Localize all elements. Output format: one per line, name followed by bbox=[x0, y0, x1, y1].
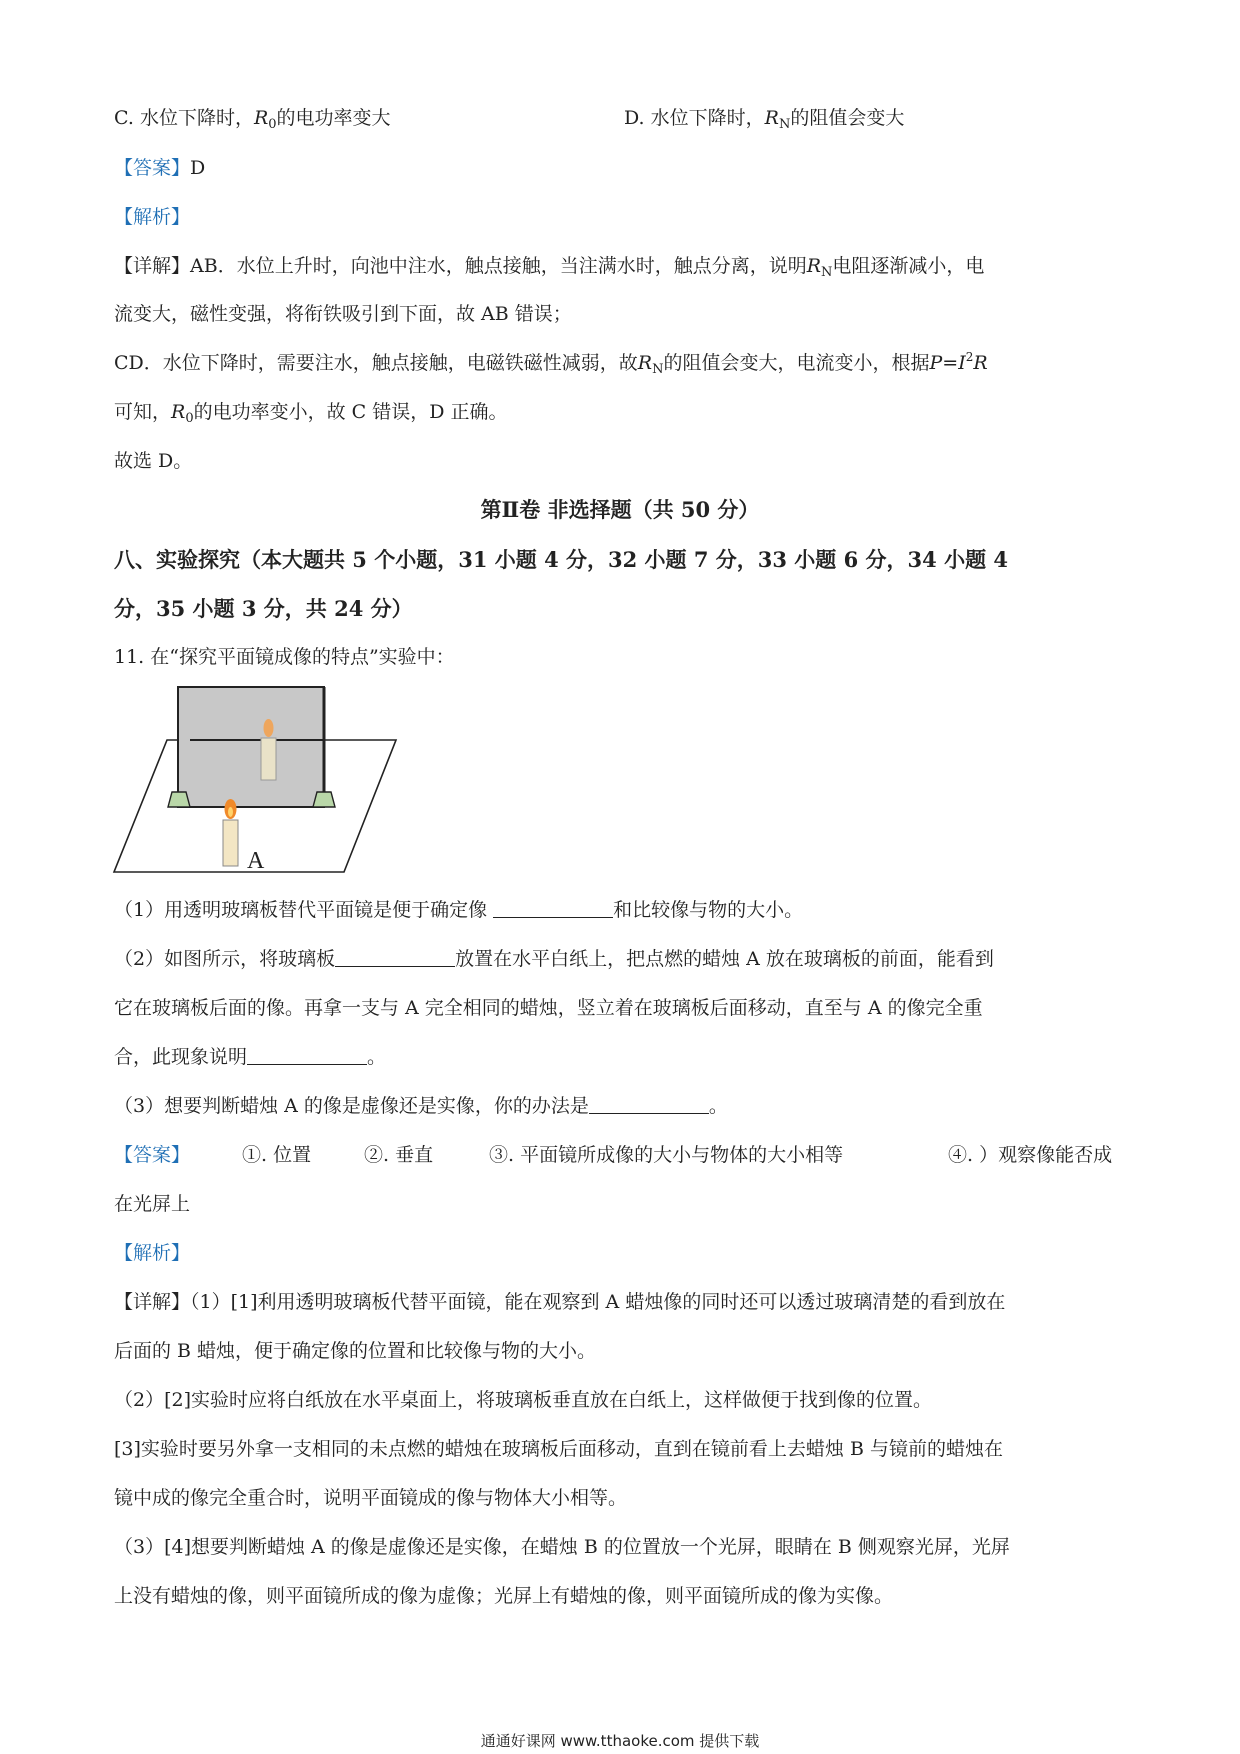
option-d: D. 水位下降时，$R_N$的阻值会变大 bbox=[624, 107, 905, 132]
section-heading-line2: 分，35 小题 3 分，共 24 分） bbox=[114, 596, 413, 621]
q11-part2-line2: 它在玻璃板后面的像。再拿一支与 A 完全相同的蜡烛，竖立着在玻璃板后面移动，直至与 A 的像完全重 bbox=[114, 997, 983, 1019]
section-heading-line1: 八、实验探究（本大题共 5 个小题，31 小题 4 分，32 小题 7 分，33 小题 6 分，34 小题 4 bbox=[114, 547, 1008, 572]
q11-answer-cont: 在光屏上 bbox=[114, 1193, 191, 1215]
q11-answer-row bbox=[114, 1144, 1134, 1170]
answer-blank-1[interactable] bbox=[493, 899, 613, 918]
page-footer: 通通好课网 www.tthaoke.com 提供下载 bbox=[480, 1732, 760, 1750]
q10-detail-line2: 流变大，磁性变强，将衔铁吸引到下面，故 AB 错误； bbox=[114, 303, 572, 325]
q10-conclusion: 故选 D。 bbox=[114, 450, 193, 472]
answer-item-4: ④. ）观察像能否成 bbox=[948, 1144, 1113, 1166]
q11-detail-line2: 后面的 B 蜡烛，便于确定像的位置和比较像与物的大小。 bbox=[114, 1340, 597, 1362]
q11-part1: （1）用透明玻璃板替代平面镜是便于确定像 和比较像与物的大小。 bbox=[114, 899, 804, 921]
answer-item-2: ②. 垂直 bbox=[364, 1144, 434, 1166]
q11-analysis-tag: 【解析】 bbox=[114, 1242, 191, 1264]
answer-blank-3[interactable] bbox=[247, 1046, 367, 1065]
q11-stem: 11. 在“探究平面镜成像的特点”实验中： bbox=[114, 646, 455, 668]
right-holder bbox=[313, 792, 335, 807]
q11-part2-line1: （2）如图所示，将玻璃板 放置在水平白纸上，把点燃的蜡烛 A 放在玻璃板的前面，能看到 bbox=[114, 948, 994, 970]
answer-blank-2[interactable] bbox=[335, 948, 455, 967]
option-c: C. 水位下降时，$R_0$的电功率变大 bbox=[114, 107, 391, 132]
q11-detail-line7: 上没有蜡烛的像，则平面镜所成的像为虚像；光屏上有蜡烛的像，则平面镜所成的像为实像。 bbox=[114, 1585, 894, 1607]
q11-detail-line6: （3）[4]想要判断蜡烛 A 的像是虚像还是实像，在蜡烛 B 的位置放一个光屏，眼睛在 B 侧观察光屏，光屏 bbox=[114, 1536, 1010, 1558]
answer-item-1: ①. 位置 bbox=[242, 1144, 312, 1166]
q11-part2-line3: 合，此现象说明 。 bbox=[114, 1046, 387, 1068]
q11-detail-line3: （2）[2]实验时应将白纸放在水平桌面上，将玻璃板垂直放在白纸上，这样做便于找到像的位置。 bbox=[114, 1389, 933, 1411]
q11-part3: （3）想要判断蜡烛 A 的像是虚像还是实像，你的办法是 。 bbox=[114, 1095, 728, 1117]
candle-a bbox=[223, 799, 238, 866]
q10-detail-line3: CD．水位下降时，需要注水，触点接触，电磁铁磁性减弱，故$R_N$的阻值会变大，电流变小，根据$P=I^2R$ bbox=[114, 350, 988, 377]
volume-title: 第Ⅱ卷 非选择题（共 50 分） bbox=[480, 497, 760, 522]
left-holder bbox=[168, 792, 190, 807]
plane-mirror-figure bbox=[112, 682, 398, 877]
q10-detail-line1: 【详解】AB．水位上升时，向池中注水，触点接触，当注满水时，触点分离，说明$R_N$电阻逐渐减小，电 bbox=[114, 255, 985, 280]
q11-detail-line4: [3]实验时要另外拿一支相同的未点燃的蜡烛在玻璃板后面移动，直到在镜前看上去蜡烛 B 与镜前的蜡烛在 bbox=[114, 1438, 1003, 1460]
q11-detail-line1: 【详解】（1）[1]利用透明玻璃板代替平面镜，能在观察到 A 蜡烛像的同时还可以透过玻璃清楚的看到放在 bbox=[114, 1291, 1006, 1313]
answer-tag: 【答案】 bbox=[114, 1144, 191, 1166]
candle-a-label: A bbox=[247, 848, 265, 874]
answer-blank-4[interactable] bbox=[589, 1095, 709, 1114]
q10-detail-line4: 可知，$R_0$的电功率变小，故 C 错误，D 正确。 bbox=[114, 401, 508, 426]
q10-answer: 【答案】D bbox=[114, 157, 206, 179]
answer-item-3: ③. 平面镜所成像的大小与物体的大小相等 bbox=[489, 1144, 844, 1166]
q10-analysis-tag: 【解析】 bbox=[114, 206, 191, 228]
glass-plate bbox=[178, 687, 324, 807]
q11-detail-line5: 镜中成的像完全重合时，说明平面镜成的像与物体大小相等。 bbox=[114, 1487, 628, 1509]
answer-tag: 【答案】 bbox=[114, 157, 191, 179]
